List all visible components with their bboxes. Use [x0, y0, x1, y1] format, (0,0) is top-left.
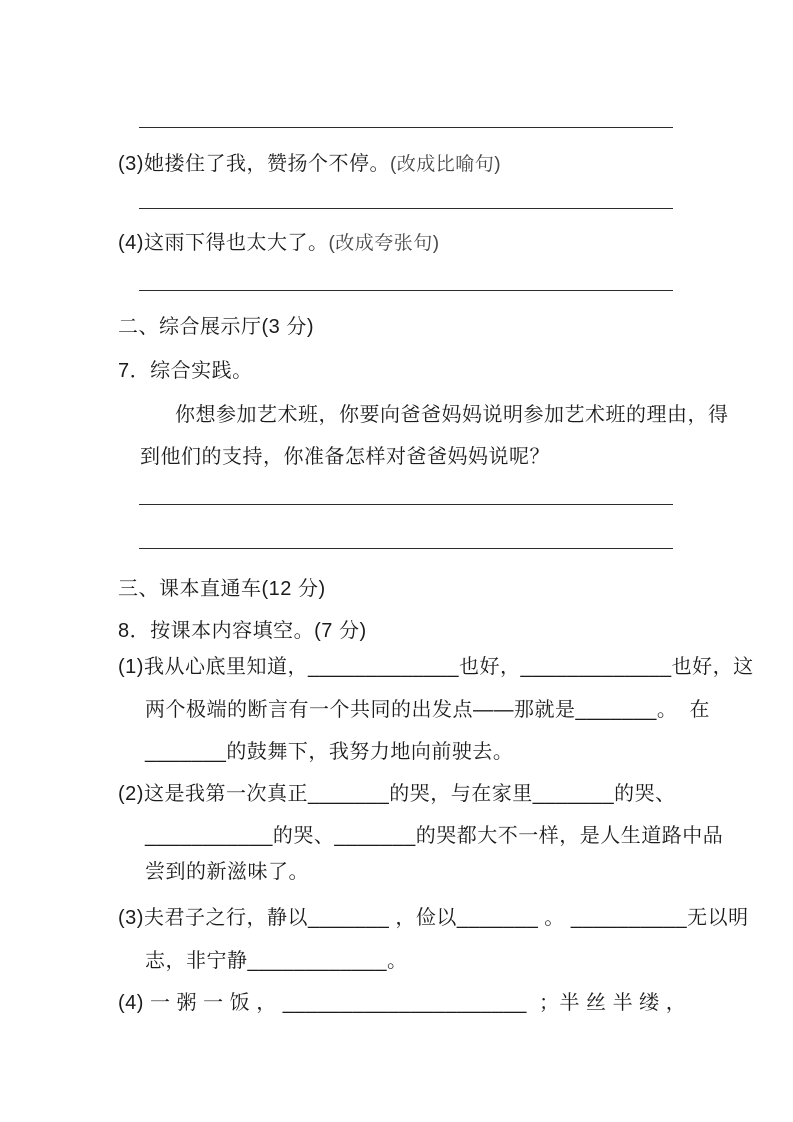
answer-line — [139, 290, 673, 291]
q6-item3-text: (3)她搂住了我，赞扬个不停。 — [118, 153, 390, 175]
section3-heading: 三、课本直通车(12 分) — [118, 578, 326, 600]
q8-item2-line1: (2)这是我第一次真正_______的哭，与在家里_______的哭、 — [118, 783, 676, 805]
q6-item4-note: (改成夸张句) — [328, 233, 440, 254]
q8-item1-line3: _______的鼓舞下，我努力地向前驶去。 — [145, 741, 514, 763]
answer-line — [139, 208, 673, 209]
q8-item4-line1: (4) 一 粥 一 饭 ， _____________________ ；半 丝 半 缕 ， — [118, 992, 687, 1014]
q6-item3-row — [118, 149, 501, 180]
q8-title: 8．按课本内容填空。(7 分) — [118, 620, 367, 642]
q8-item1-line1: (1)我从心底里知道，_____________也好，_____________也好，这 — [118, 656, 754, 678]
q8-item2-line2: ___________的哭、_______的哭都大不一样，是人生道路中品 — [145, 825, 724, 847]
q8-item2-line3: 尝到的新滋味了。 — [145, 861, 309, 883]
answer-line — [139, 127, 673, 128]
q8-item3-line2: 志，非宁静____________。 — [145, 950, 408, 972]
q8-item1-line2: 两个极端的断言有一个共同的出发点——那就是_______。 在 — [145, 699, 710, 721]
answer-line — [139, 548, 673, 549]
q6-item4-row — [118, 228, 440, 259]
q8-item3-line1: (3)夫君子之行，静以_______ ，俭以_______ 。 __________无以明 — [118, 907, 749, 929]
q7-title: 7．综合实践。 — [118, 360, 253, 382]
answer-line — [139, 504, 673, 505]
section2-heading: 二、综合展示厅(3 分) — [118, 316, 314, 338]
q7-body-line2: 到他们的支持，你准备怎样对爸爸妈妈说呢？ — [140, 446, 550, 468]
q6-item3-note: (改成比喻句) — [389, 154, 502, 175]
q7-body-line1: 你想参加艺术班，你要向爸爸妈妈说明参加艺术班的理由，得 — [175, 404, 729, 426]
q6-item4-text: (4)这雨下得也太大了。 — [118, 232, 329, 254]
